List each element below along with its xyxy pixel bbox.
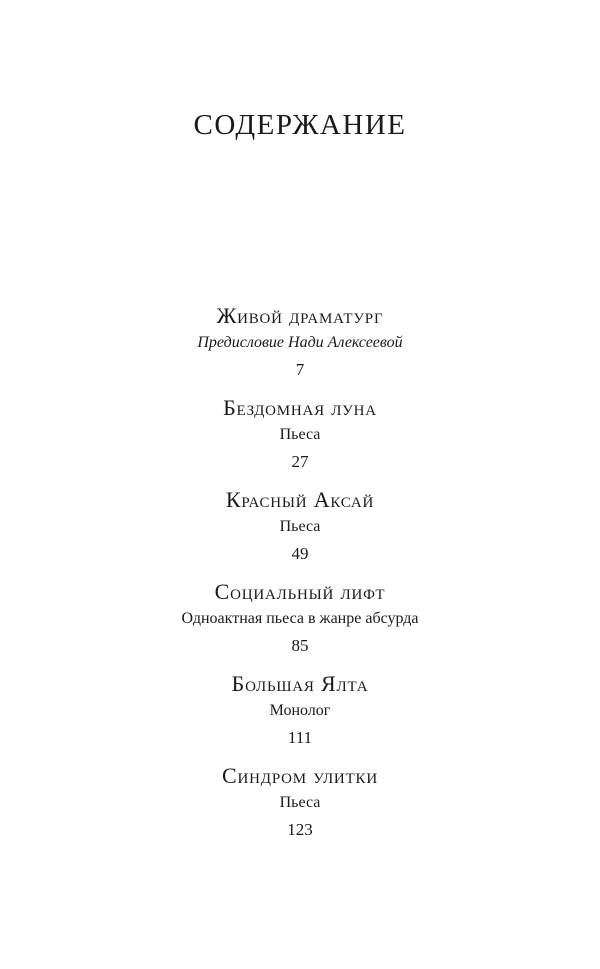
toc-entry — [0, 577, 600, 669]
toc-entry-title: Красный Аксай — [225, 487, 375, 512]
toc-entry — [0, 301, 600, 393]
table-of-contents — [0, 301, 600, 853]
toc-entry-page-number: 27 — [291, 452, 309, 471]
toc-entry — [0, 669, 600, 761]
toc-entry-page-number: 7 — [295, 360, 305, 379]
toc-entry-title: Синдром улитки — [222, 763, 378, 788]
toc-entry — [0, 393, 600, 485]
toc-entry-subtitle: Одноактная пьеса в жанре абсурда — [181, 610, 419, 627]
toc-entry-title: Социальный лифт — [214, 579, 386, 604]
toc-entry-page-number: 85 — [291, 636, 309, 655]
toc-entry-title: Бездомная луна — [223, 395, 377, 420]
toc-entry-subtitle: Пьеса — [279, 426, 321, 443]
toc-entry-subtitle: Пьеса — [279, 518, 321, 535]
page-title: СОДЕРЖАНИЕ — [193, 109, 407, 141]
toc-entry — [0, 485, 600, 577]
toc-entry-page-number: 123 — [287, 820, 313, 839]
toc-entry-title: Большая Ялта — [231, 671, 369, 696]
toc-entry-page-number: 111 — [287, 728, 313, 747]
toc-entry — [0, 761, 600, 853]
toc-entry-subtitle: Предисловие Нади Алексеевой — [197, 334, 403, 351]
toc-entry-subtitle: Монолог — [269, 702, 331, 719]
toc-entry-subtitle: Пьеса — [279, 794, 321, 811]
toc-entry-title: Живой драматург — [216, 303, 384, 328]
toc-entry-page-number: 49 — [291, 544, 309, 563]
